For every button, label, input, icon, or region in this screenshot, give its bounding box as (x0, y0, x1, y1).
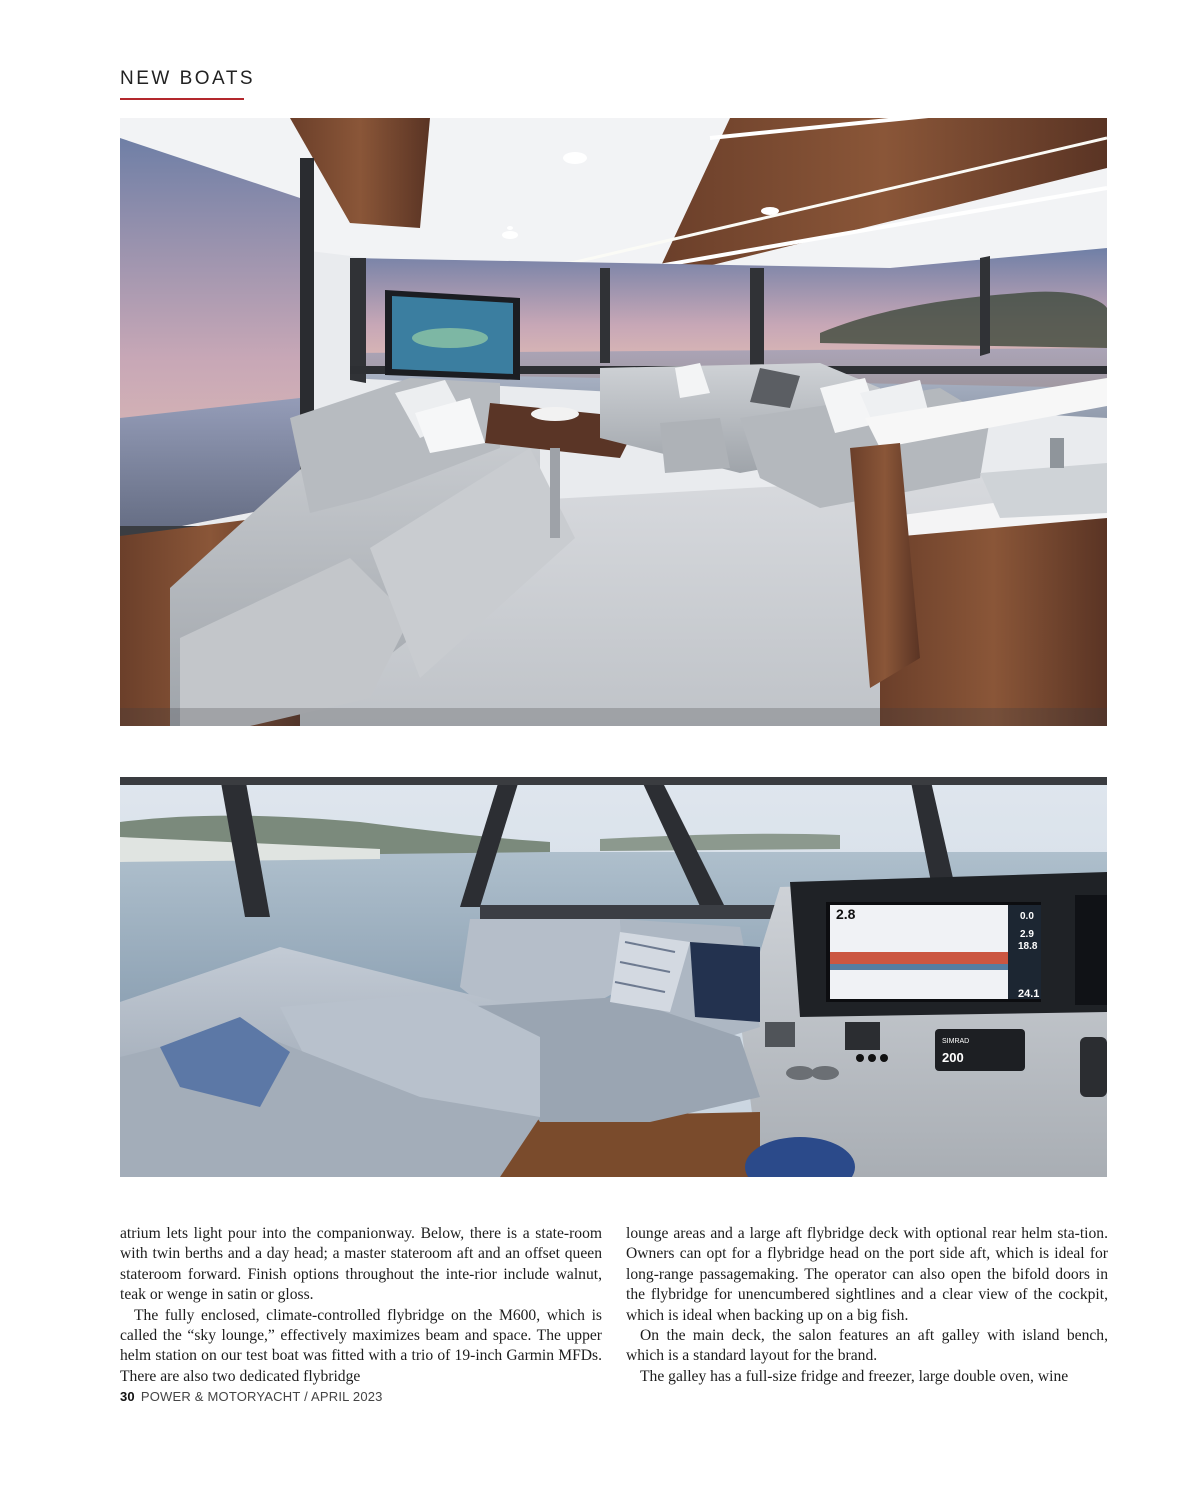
helm-depth-readout: 2.8 (836, 906, 856, 922)
helm-readout-2: 2.9 (1020, 929, 1034, 940)
article-paragraph: atrium lets light pour into the companionway. Below, there is a state-room with twin berths and a day head; a master stateroom aft and an offset queen stateroom forward. Finish options throughout the inte-rior include walnut, teak or wenge in satin or gloss. (120, 1225, 602, 1304)
article-paragraph: On the main deck, the salon features an aft galley with island bench, which is a standard layout for the brand. (626, 1327, 1108, 1365)
autopilot-heading: 200 (942, 1050, 964, 1065)
helm-readout-1: 0.0 (1020, 911, 1034, 922)
page-number: 30 (120, 1389, 135, 1404)
article-column-right (626, 1224, 1108, 1387)
photo-flybridge-lounge (120, 118, 1107, 726)
section-label: NEW BOATS (120, 68, 256, 89)
page-folio (120, 1389, 383, 1404)
photo-flybridge-helm-illustration (120, 777, 1107, 1177)
article-column-left (120, 1224, 602, 1387)
helm-readout-3: 18.8 (1018, 941, 1038, 952)
issue-date: / APRIL 2023 (304, 1389, 383, 1404)
autopilot-brand: SIMRAD (942, 1038, 970, 1045)
photo-flybridge-lounge-illustration (120, 118, 1107, 726)
section-rule (120, 98, 244, 100)
article-paragraph: The galley has a full-size fridge and freezer, large double oven, wine (640, 1367, 1069, 1385)
publication-name: POWER & MOTORYACHT (140, 1389, 301, 1404)
photo-flybridge-helm (120, 777, 1107, 1177)
article-paragraph: The fully enclosed, climate-controlled flybridge on the M600, which is called the “sky lounge,” effectively maximizes beam and space. The upper helm station on our test boat was fitted with a trio of 19-inch Garmin MFDs. There are also two dedicated flybridge (120, 1306, 602, 1385)
article-paragraph: lounge areas and a large aft flybridge deck with optional rear helm sta-tion. Owners can opt for a flybridge head on the port side aft, which is ideal for long-range passagemaking. The operator can also open the bifold doors in the flybridge for unencumbered sightlines and a clear view of the cockpit, which is ideal when backing up on a big fish. (626, 1225, 1108, 1324)
helm-readout-4: 24.1 (1018, 988, 1040, 1000)
